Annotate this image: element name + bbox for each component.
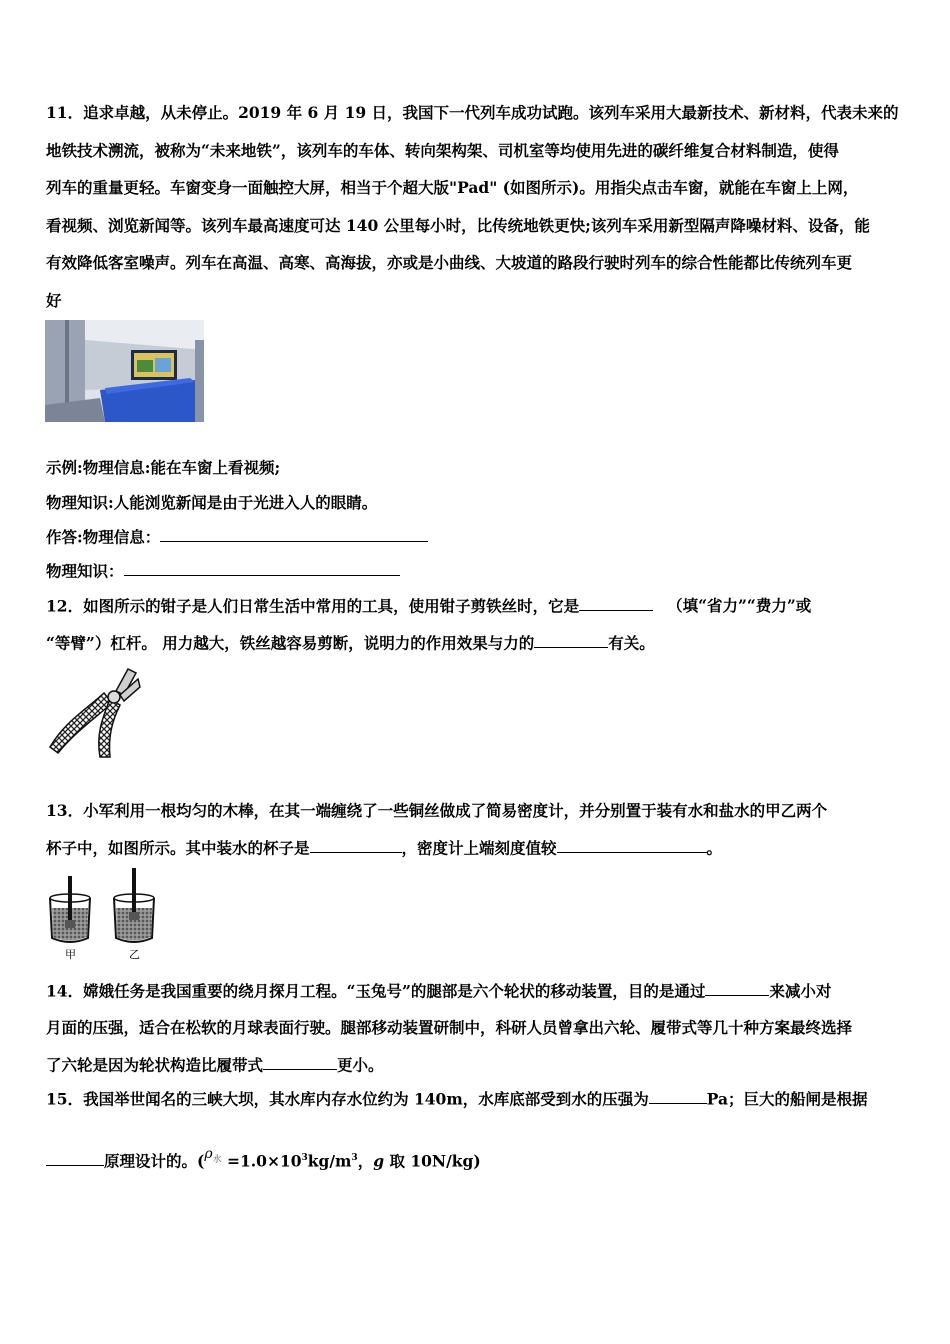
rho-symbol: ρ	[204, 1146, 213, 1163]
q15-line-2-text-b: =1.0×10	[221, 1151, 302, 1171]
question-11	[46, 101, 908, 326]
q15-line-2	[46, 1146, 481, 1171]
q12-line-2-text-b: 有关。	[608, 633, 655, 653]
q12-line-2-text-a: “等臂”）杠杆。 用力越大，铁丝越容易剪断，说明力的作用效果与力的	[46, 633, 535, 653]
q11-line-5: 有效降低客室噪声。列车在高温、高寒、高海拔，亦或是小曲线、大坡道的路段行驶时列车的综合性能都比传统列车更	[46, 253, 853, 272]
cup-label-left: 甲	[65, 948, 76, 960]
q15-line-1-text-a: 15．我国举世闻名的三峡大坝，其水库内存水位约为 140m，水库底部受到水的压强为	[46, 1089, 649, 1109]
q15-line-1-text-b: Pa；巨大的船闸是根据	[706, 1089, 868, 1109]
q15-blank-1[interactable]	[649, 1087, 707, 1104]
q14-line-1	[46, 979, 831, 1001]
q13-line-2-text-c: 。	[706, 838, 723, 858]
q11-example-info: 示例:物理信息:能在车窗上看视频;	[46, 458, 281, 477]
q11-line-3: 列车的重量更轻。车窗变身一面触控大屏，相当于个超大版"Pad" (如图所示)。用指尖点击车窗，就能在车窗上上网，	[46, 178, 859, 197]
q15-line-1	[46, 1087, 868, 1109]
q12-blank-1[interactable]	[579, 594, 653, 611]
density-cups-image	[46, 868, 166, 960]
q13-blank-1[interactable]	[310, 836, 402, 853]
q15-line-2-text-a: 原理设计的。(	[104, 1151, 205, 1171]
q13-line-2-text-b: ，密度计上端刻度值较	[401, 838, 557, 858]
rho-subscript: 水	[212, 1155, 222, 1166]
q15-line-2-text-d: ，	[357, 1151, 374, 1171]
q14-blank-2[interactable]	[263, 1053, 337, 1070]
q13-line-1: 13．小军利用一根均匀的木棒，在其一端缠绕了一些铜丝做成了简易密度计，并分别置于装有水和盐水的甲乙两个	[46, 801, 828, 820]
pliers-image	[44, 663, 142, 761]
q15-line-2-text-e: 取 10N/kg)	[384, 1151, 481, 1171]
q11-line-2: 地铁技术溯流，被称为“未来地铁”，该列车的车体、转向架构架、司机室等均使用先进的碳纤维复合材料制造，使得	[46, 140, 839, 160]
q15-g-symbol: g	[373, 1151, 385, 1171]
q12-line-1	[46, 594, 811, 616]
q15-line-2-text-c: kg/m	[307, 1151, 352, 1171]
q13-blank-2[interactable]	[557, 836, 707, 853]
q11-answer-knowledge-blank[interactable]	[124, 559, 400, 576]
q11-example-knowledge: 物理知识:人能浏览新闻是由于光进入人的眼睛。	[46, 493, 378, 512]
q11-answer-knowledge-row	[46, 559, 400, 581]
q11-answer-info-blank[interactable]	[160, 525, 428, 542]
q14-line-1-text-b: 来减小对	[769, 981, 832, 1001]
q14-line-1-text-a: 14．嫦娥任务是我国重要的绕月探月工程。“玉兔号”的腿部是六个轮状的移动装置，目的是通过	[46, 981, 706, 1001]
cup-label-right: 乙	[129, 948, 140, 960]
q15-blank-2[interactable]	[46, 1149, 104, 1166]
q14-line-3	[46, 1053, 384, 1075]
q11-line-4: 看视频、浏览新闻等。该列车最高速度可达 140 公里每小时，比传统地铁更快;该列车采用新型隔声降噪材料、设备，能	[46, 215, 870, 235]
q14-line-2: 月面的压强，适合在松软的月球表面行驶。腿部移动装置研制中，科研人员曾拿出六轮、履带式等几十种方案最终选择	[46, 1018, 853, 1037]
q14-blank-1[interactable]	[705, 979, 769, 996]
q11-answer-knowledge-label: 物理知识：	[46, 561, 124, 581]
q13-line-2-text-a: 杯子中，如图所示。其中装水的杯子是	[46, 838, 310, 858]
q12-blank-2[interactable]	[534, 631, 608, 648]
q12-line-1-text-b: （填“省力”“费力”或	[667, 596, 812, 616]
q13-line-2	[46, 836, 722, 858]
q12-line-2	[46, 631, 655, 653]
q15-exponent: 3	[301, 1153, 308, 1164]
q11-answer-info-row	[46, 525, 428, 547]
q12-line-1-text-a: 12．如图所示的钳子是人们日常生活中常用的工具，使用钳子剪铁丝时，它是	[46, 596, 580, 616]
q11-answer-info-label: 作答:物理信息：	[46, 527, 161, 547]
q14-line-3-text-a: 了六轮是因为轮状构造比履带式	[46, 1055, 264, 1075]
q11-line-1: 11．追求卓越，从未停止。2019 年 6 月 19 日，我国下一代列车成功试跑。该列车采用大最新技术、新材料，代表未来的	[46, 103, 899, 122]
q14-line-3-text-b: 更小。	[337, 1055, 384, 1075]
q11-line-6: 好	[46, 290, 62, 310]
train-interior-image	[45, 320, 204, 422]
q15-exponent-2: 3	[351, 1153, 358, 1164]
